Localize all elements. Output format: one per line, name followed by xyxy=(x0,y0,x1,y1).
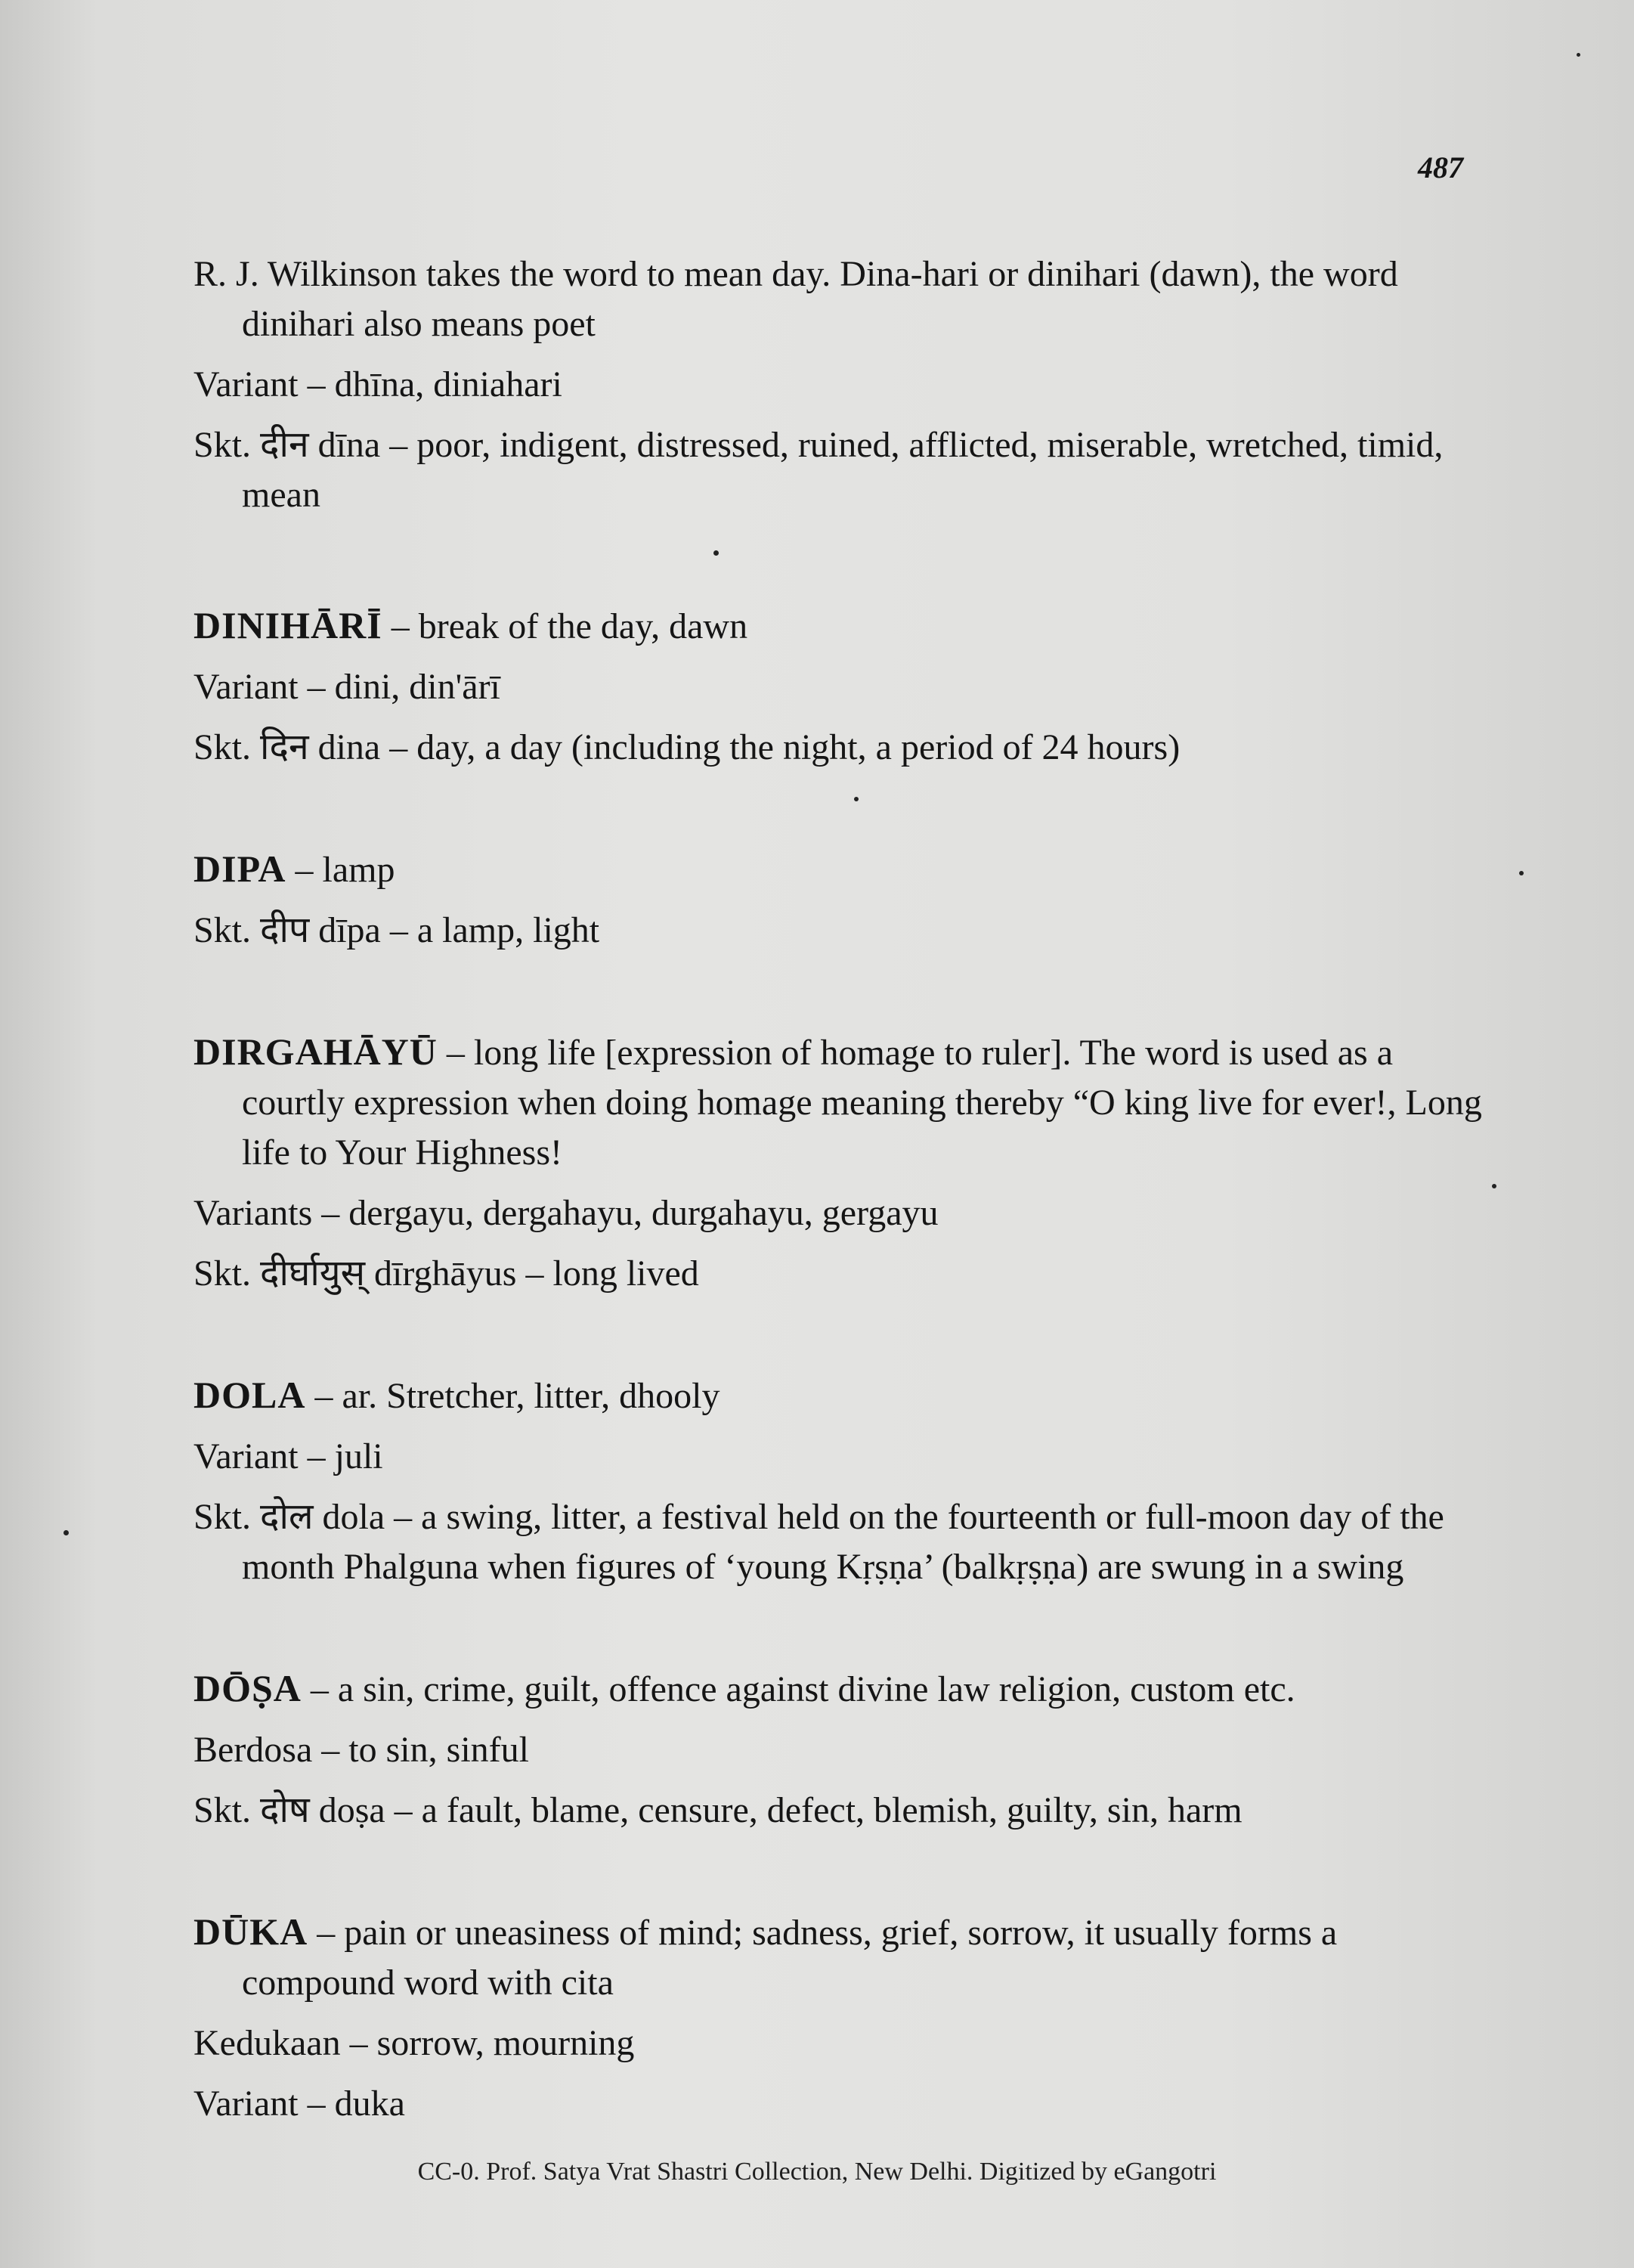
entry-line: R. J. Wilkinson takes the word to mean day. Dina-hari or dinihari (dawn), the word dinihari also means poet xyxy=(193,254,1398,344)
headword: DŪKA xyxy=(193,1910,308,1953)
paper-speck xyxy=(1492,1184,1496,1188)
definition: – pain or uneasiness of mind; sadness, grief, sorrow, it usually forms a compound word with cita xyxy=(242,1913,1338,2003)
entry-variant: Variant – dhīna, diniahari xyxy=(193,364,562,404)
entry-related-word: Kedukaan – sorrow, mourning xyxy=(193,2023,635,2063)
entry-variant: Variants – dergayu, dergahayu, durgahayu, gergayu xyxy=(193,1193,939,1233)
headword: DOLA xyxy=(193,1374,306,1416)
page-number: 487 xyxy=(1418,150,1463,184)
entry-dirgahayu xyxy=(193,1027,1493,1299)
entry-sanskrit: Skt. दिन dina – day, a day (including the night, a period of 24 hours) xyxy=(193,727,1181,767)
entry-sanskrit: Skt. दीप dīpa – a lamp, light xyxy=(193,910,600,950)
entry-headline xyxy=(193,1663,1493,1715)
entry-headline xyxy=(193,1907,1493,2008)
digitization-footer: CC-0. Prof. Satya Vrat Shastri Collection, New Delhi. Digitized by eGangotri xyxy=(417,2158,1217,2186)
paper-speck xyxy=(63,1530,69,1535)
headword: DINIHĀRĪ xyxy=(193,604,382,646)
entry-dina-continued xyxy=(193,249,1493,520)
definition: – a sin, crime, guilt, offence against divine law religion, custom etc. xyxy=(301,1669,1295,1709)
entry-sanskrit: Skt. दोष doṣa – a fault, blame, censure, defect, blemish, guilty, sin, harm xyxy=(193,1790,1243,1830)
definition: – long life [expression of homage to ruler]. The word is used as a courtly expression when doing homage meaning thereby “O king live for ever!, Long life to Your Highness! xyxy=(242,1033,1482,1173)
entry-headline xyxy=(193,1027,1493,1178)
paper-speck xyxy=(713,550,719,556)
entry-variant: Variant – duka xyxy=(193,2084,405,2124)
entry-related-word: Berdosa – to sin, sinful xyxy=(193,1730,529,1770)
entry-dosa xyxy=(193,1663,1493,1836)
entry-sanskrit: Skt. दोल dola – a swing, litter, a festival held on the fourteenth or full-moon day of the month Phalguna when figures of ‘young Kṛṣṇa’ (balkṛṣṇa) are swung in a swing xyxy=(193,1497,1444,1587)
paper-speck xyxy=(1519,871,1524,875)
entry-sanskrit: Skt. दीन dīna – poor, indigent, distressed, ruined, afflicted, miserable, wretched, timid, mean xyxy=(193,425,1444,515)
entry-dipa xyxy=(193,844,1493,956)
definition: – lamp xyxy=(286,850,395,890)
entry-headline xyxy=(193,1370,1493,1421)
entry-dinihari xyxy=(193,600,1493,773)
entry-sanskrit: Skt. दीर्घायुस् dīrghāyus – long lived xyxy=(193,1253,699,1294)
headword: DIRGAHĀYŪ xyxy=(193,1030,438,1073)
headword: DIPA xyxy=(193,847,286,890)
entry-headline xyxy=(193,600,1493,652)
entry-duka xyxy=(193,1907,1493,2129)
paper-speck xyxy=(1577,53,1580,57)
definition: – ar. Stretcher, litter, dhooly xyxy=(305,1376,720,1416)
headword: DŌṢA xyxy=(193,1667,302,1709)
entry-dola xyxy=(193,1370,1493,1592)
entry-variant: Variant – dini, din'ārī xyxy=(193,667,500,707)
entry-headline xyxy=(193,844,1493,895)
entry-variant: Variant – juli xyxy=(193,1436,383,1476)
definition: – break of the day, dawn xyxy=(382,606,748,646)
paper-speck xyxy=(854,797,859,801)
dictionary-content xyxy=(193,249,1493,2200)
